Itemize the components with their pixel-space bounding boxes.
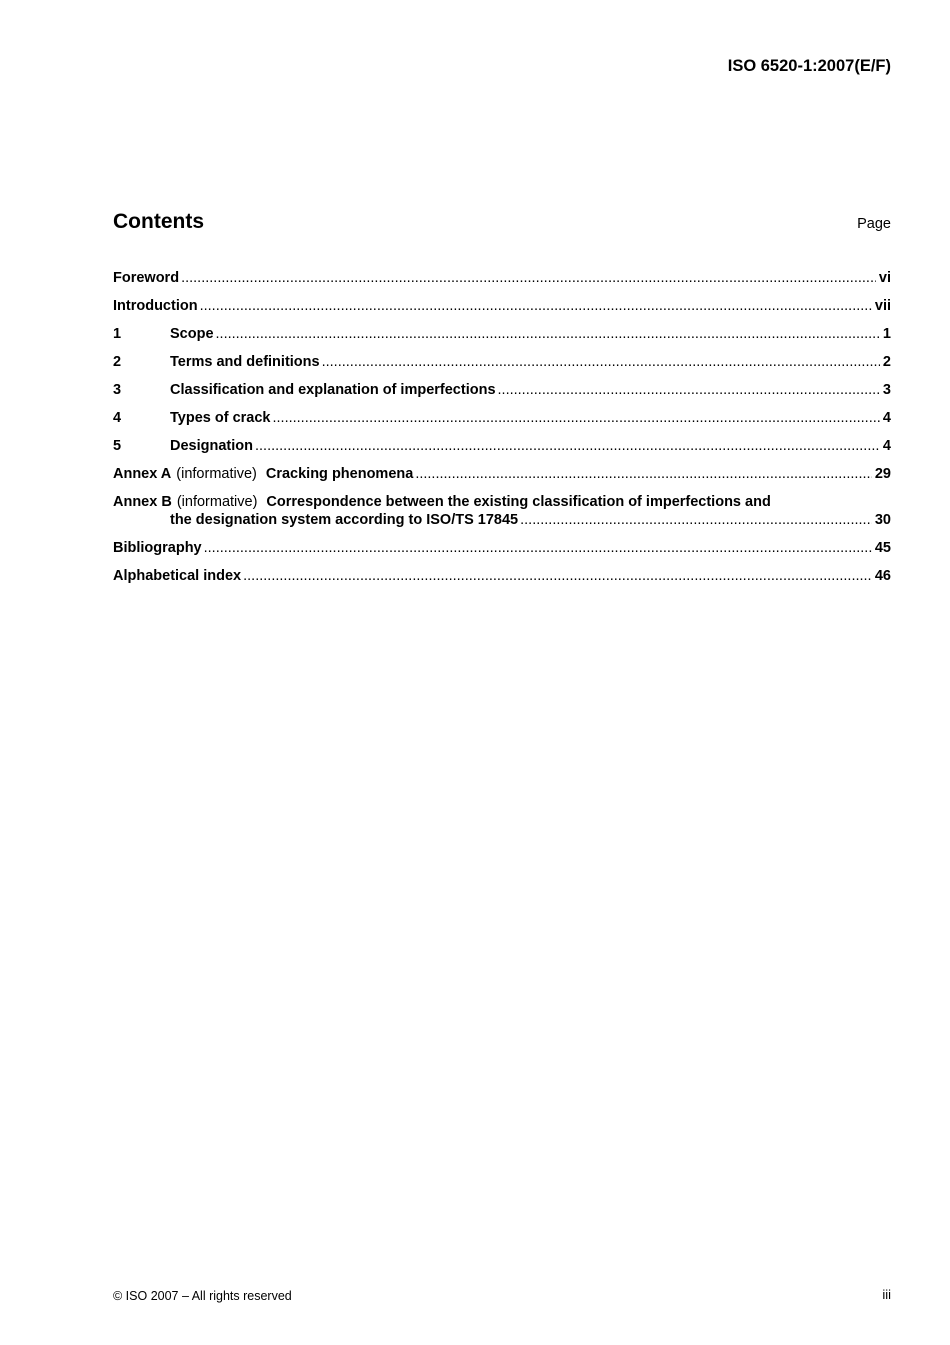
toc-entry-foreword[interactable] [113,269,891,287]
page-column-label: Page [857,216,891,232]
contents-heading: Contents [113,210,204,233]
toc-annex-informative: (informative) [176,494,258,510]
toc-leader-dots [322,353,880,371]
toc-page-number: 30 [874,512,891,528]
toc-leader-dots [255,437,880,455]
toc-page-number: 1 [882,326,891,342]
toc-annex-label: Annex A [113,466,172,482]
toc-entry-scope[interactable] [113,325,891,343]
toc-entry-alphabetical-index[interactable] [113,567,891,585]
toc-entry-annex-b[interactable] [113,493,891,529]
toc-leader-dots [243,567,872,585]
toc-title: Types of crack [170,410,271,426]
toc-title: Classification and explanation of imperfections [170,382,496,398]
toc-entry-introduction[interactable] [113,297,891,315]
toc-title-line-1: Correspondence between the existing classification of imperfections and [266,494,771,510]
toc-title: Bibliography [113,540,202,556]
toc-leader-dots [200,297,872,315]
toc-clause-number: 4 [113,410,122,426]
toc-title: Introduction [113,298,198,314]
toc-page-number: 45 [874,540,891,556]
toc-leader-dots [216,325,880,343]
toc-entry-annex-a[interactable] [113,465,891,483]
toc-title: Cracking phenomena [265,466,414,482]
footer-copyright: © ISO 2007 – All rights reserved [113,1289,292,1303]
toc-page-number: 4 [882,410,891,426]
toc-page-number: 29 [874,466,891,482]
toc-title-line-2: the designation system according to ISO/TS 17845 [170,512,519,528]
toc-clause-number: 1 [113,326,122,342]
toc-title: Foreword [113,270,180,286]
toc-page-number: 3 [882,382,891,398]
toc-entry-terms-and-definitions[interactable] [113,353,891,371]
toc-page-number: vii [874,298,891,314]
footer-page-number: iii [882,1287,891,1302]
document-id: ISO 6520-1:2007(E/F) [727,57,891,75]
toc-leader-dots [181,269,876,287]
toc-entry-bibliography[interactable] [113,539,891,557]
toc-annex-informative: (informative) [176,466,257,482]
toc-entry-classification[interactable] [113,381,891,399]
toc-page-number: vi [878,270,891,286]
toc-leader-dots [498,381,880,399]
toc-page-number: 46 [874,568,891,584]
toc-title: Designation [170,438,253,454]
toc-leader-dots [415,465,872,483]
toc-page-number: 2 [882,354,891,370]
toc-entry-types-of-crack[interactable] [113,409,891,427]
toc-leader-dots [520,511,872,529]
toc-clause-number: 2 [113,354,122,370]
toc-title: Alphabetical index [113,568,242,584]
toc-leader-dots [204,539,872,557]
table-of-contents [113,269,891,595]
toc-clause-number: 5 [113,438,122,454]
toc-title: Terms and definitions [170,354,320,370]
toc-entry-designation[interactable] [113,437,891,455]
toc-clause-number: 3 [113,382,122,398]
toc-page-number: 4 [882,438,891,454]
toc-leader-dots [272,409,879,427]
toc-title: Scope [170,326,214,342]
toc-annex-label: Annex B [113,494,172,510]
